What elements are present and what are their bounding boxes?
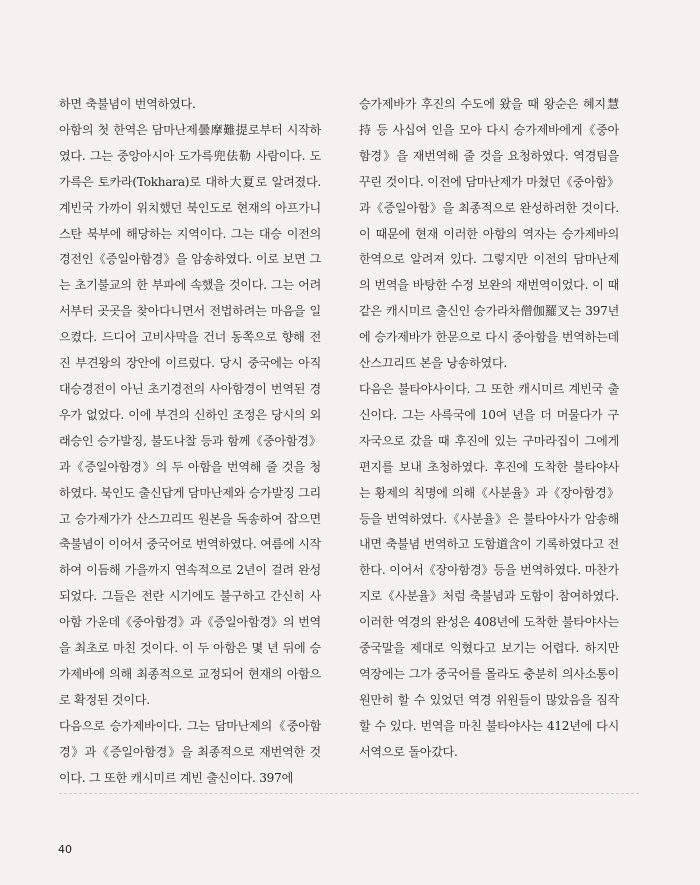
paragraph: 하면 축불념이 번역하였다. <box>59 97 196 111</box>
paragraph: 다음으로 승가제바이다. 그는 담마난제의《중아함경》과《증일아함경》을 최종적으로 재번역한 것이다. 그 또한 캐시미르 계빈 출신이다. 397에 <box>59 718 321 785</box>
paragraph: 승가제바가 후진의 수도에 왔을 때 왕순은 혜지慧持 등 사십여 인을 모아 다시 승가제바에게《중아함경》을 재번역해 줄 것을 요청하였다. 역경팀을 꾸린 것이다. 이전에 담마난제가 마쳤던《중아함》과《증일아함》을 최종적으로 완성하려한 것이다. 이 때문에 현재 이러한 아함의 역자는 승가제바의 한역으로 알려져 있다. 그렇지만 이전의 담마난제의 번역을 바탕한 수정 보완의 재번역이었다. 이 때 같은 캐시미르 출신인 승가라차僧伽羅叉는 397년에 승가제바가 한문으로 다시 중아함을 번역하는데 산스끄리뜨 본을 낭송하였다. <box>359 97 619 371</box>
footer-divider <box>59 793 639 794</box>
right-text-column <box>359 92 619 766</box>
paragraph: 아함의 첫 한역은 담마난제曇摩難提로부터 시작하였다. 그는 중앙아시아 도가륵兜佉勒 사람이다. 도가륵은 토카라(Tokhara)로 대하大夏로 알려졌다. 계빈국 가까이 위치했던 북인도로 현재의 아프가니스탄 북부에 해당하는 지역이다. 그는 대승 이전의 경전인《증일아함경》을 암송하였다. 이로 보면 그는 초기불교의 한 부파에 속했을 것이다. 그는 어려서부터 곳곳을 찾아다니면서 전법하려는 마음을 일으켰다. 드디어 고비사막을 건너 동쪽으로 향해 전진 부견왕의 장안에 이르렀다. 당시 중국에는 아직 대승경전이 아닌 초기경전의 사아함경이 번역된 경우가 없었다. 이에 부견의 신하인 조정은 당시의 외래승인 승가발징, 불도나찰 등과 함께《중아함경》과《증일아함경》의 두 아함을 번역해 줄 것을 청하였다. 북인도 출신답게 담마난제와 승가발징 그리고 승가제가가 산스끄리뜨 원본을 독송하여 잡으면 축불념이 이어서 중국어로 번역하였다. 여름에 시작하여 이듬해 가을까지 연속적으로 2년이 걸려 완성되었다. 그들은 전란 시기에도 불구하고 간신히 사아함 가운데《중아함경》과《증일아함경》의 번역을 최초로 마친 것이다. 이 두 아함은 몇 년 뒤에 승가제바에 의해 최종적으로 교정되어 현재의 아함으로 확정된 것이다. <box>59 122 321 707</box>
left-text-column <box>59 92 321 791</box>
paragraph: 다음은 불타야사이다. 그 또한 캐시미르 계빈국 출신이다. 그는 사륵국에 10여 년을 더 머물다가 구자국으로 갔을 때 후진에 있는 구마라집이 그에게 편지를 보내 초청하였다. 후진에 도착한 불타야사는 황제의 칙명에 의해《사분율》과《장아함경》등을 번역하였다.《사분율》은 불타야사가 암송해 내면 축불념 번역하고 도함道含이 기록하였다고 전한다. 이어서《장아함경》등을 번역하였다. 마찬가지로《사분율》처럼 축불념과 도함이 참여하였다. 이러한 역경의 완성은 408년에 도착한 불타야사는 중국말을 제대로 익혔다고 보기는 어렵다. 하지만 역장에는 그가 중국어를 몰라도 충분히 의사소통이 원만히 할 수 있었던 역경 위원들이 많았음을 짐작할 수 있다. 번역을 마친 불타야사는 412년에 다시 서역으로 돌아갔다. <box>359 381 619 759</box>
page-number: 40 <box>58 843 72 856</box>
